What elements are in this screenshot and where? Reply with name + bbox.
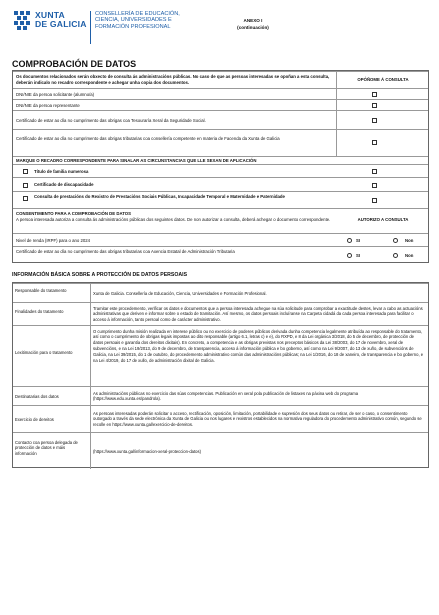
opo-checkbox[interactable]: [372, 118, 377, 123]
si-radio[interactable]: [347, 238, 352, 243]
circumstance-checkbox[interactable]: [23, 169, 28, 174]
list-item: [13, 164, 428, 177]
section-title-proteccion: INFORMACIÓN BÁSICA SOBRE A PROTECCIÓN DE DATOS PERSOAIS: [12, 272, 188, 278]
consent-text: A persoa interesada autoriza a consulta ás administracións públicas dos seguintes datos. De non autorizar a consulta, deberá achegar o documento correspondente.: [16, 217, 331, 222]
auth-header: AUTORIZO A CONSULTA: [357, 217, 409, 222]
item-label: Título de familia numerosa: [34, 168, 89, 174]
row-value: Tramitar este procedemento, verificar os datos e documentos que a persoa interesada achegue na súa solicitude para comprobar a exactitude destes, levar a cabo as actuacións administrativas que deriven e informar sobre o estado de tramitación. Así mesmo, os datos persoais incluíranse na Carpeta cidadá da cada persoa interesada para facilitar o acceso á información, tanto persoal como de carácter administrativo.: [93, 305, 423, 323]
opo-header: OPÓÑOME Á CONSULTA: [357, 77, 409, 82]
non-radio[interactable]: [393, 253, 398, 258]
table-row: [13, 283, 428, 302]
list-item: [13, 88, 428, 99]
si-label: SI: [356, 237, 361, 243]
list-item: [13, 129, 428, 156]
circumstance-checkbox[interactable]: [23, 183, 28, 188]
consent-header-row: [13, 208, 428, 233]
row-value: O cumprimento dunha misión realizada en interese público ou no exercicio de poderes públicos derivada dunha competencia legalmente atribuída ao responsable do tratamento, así como o cumprimento de obrigas legais impostas ao dito responsable (artigo 6.1, letras c) e e), do RXPD, e 8 da Lei orgánica 3/2018, do 5 de decembro, de protección de datos persoais e garantía dos dereitos dixitais). En concreto, a competencia e as obrigas previstas nos preceptos básicos da Lei 38/2003, do 17 de novembro, xeral de subvencións, e na Lei 19/2013, do 9 de decembro, de transparencia, acceso á información pública e bo goberno, así como na Lei 9/2007, do 13 de xuño, de subvencións de Galicia, na Lei 39/2015, do 1 de outubro, do procedemento administrativo común das administracións públicas; na Lei 1/2016, do 18 de xaneiro, de transparencia e bo goberno, e na Lei 4/2019, do 17 de xullo, de administración dixital de Galicia.: [93, 328, 424, 364]
non-label: Non: [405, 237, 414, 243]
proteccion-table: [12, 282, 429, 468]
list-item: [13, 110, 428, 129]
list-item: [13, 246, 428, 264]
item-label: Certificado de estar ao día no cumprimento das obrigas tributarias coa Axencia Estatal de Administración Tributaria: [16, 248, 235, 254]
item-label: Certificado de estar ao día no cumprimento das obrigas coa Tesouraría Xeral da Seguridade Social.: [16, 117, 206, 123]
row-label: Exercicio de dereitos: [15, 416, 54, 422]
item-label: Consulta de prestacións do Rexistro de Prestacións Sociais Públicas, Incapacidade Temporal e Maternidade e Paternidade: [34, 194, 285, 199]
intro-text: Os documentos relacionados serán obxecto de consulta ás administracións públicas. No caso de que as persoas interesadas se opoñan a esta consulta, deberán indicalo no recadro correspondente e achegar unha copia dos documentos.: [16, 73, 330, 85]
non-label: Non: [405, 252, 414, 258]
opo-checkbox[interactable]: [372, 198, 377, 203]
si-label: SI: [356, 252, 361, 258]
logo-divider: [90, 11, 91, 44]
row-value: As persoas interesadas poderán solicitar o acceso, rectificación, oposición, limitación, portabilidade e supresión dos seus datos ou retirar, de ser o caso, o consentimento outorgado a través da sede electrónica da Xunta de Galicia ou nos lugares e rexistros establecidos na normativa reguladora do procedemento administrativo común, segundo se recolle en https://www.xunta.gal/exercicio-de-dereitos.: [93, 410, 422, 428]
department-name: CONSELLERÍA DE EDUCACIÓN, CIENCIA, UNIVERSIDADES E FORMACIÓN PROFESIONAL: [95, 11, 180, 30]
comprobacion-table: [12, 70, 429, 263]
opo-checkbox[interactable]: [372, 103, 377, 108]
row-label: Destinatarias dos datos: [15, 393, 59, 399]
section-title-comprobacion: COMPROBACIÓN DE DATOS: [12, 59, 137, 69]
row-label: Lexitimación para o tratamento: [15, 350, 73, 355]
table-row: [13, 405, 428, 432]
list-item: [13, 177, 428, 191]
list-item: [13, 191, 428, 208]
opo-checkbox[interactable]: [372, 183, 377, 188]
non-radio[interactable]: [393, 238, 398, 243]
row-value: (https://www.xunta.gal/informacion-xeral-proteccion-datos): [93, 449, 201, 454]
consent-title: CONSENTIMENTO PARA A COMPROBACIÓN DE DATOS: [16, 211, 131, 216]
item-label: Certificado de discapacidade: [34, 182, 94, 187]
circumstances-header-row: [13, 156, 428, 164]
document-header: [12, 8, 432, 48]
row-value: Xunta de Galicia. Consellería de Educación, Ciencia, Universidades e Formación Profesional.: [93, 290, 267, 296]
row-label: Responsable do tratamento: [15, 287, 67, 293]
table-row: [13, 302, 428, 325]
item-label: DNI/NIE da persoa solicitante (alumno/a): [16, 91, 95, 97]
opo-checkbox[interactable]: [372, 140, 377, 145]
table-row: [13, 325, 428, 386]
item-label: Nivel de renda (IRPF) para o ano 2024: [16, 237, 91, 243]
si-radio[interactable]: [347, 253, 352, 258]
table-row: [13, 386, 428, 405]
table-row: [13, 432, 428, 469]
list-item: [13, 99, 428, 110]
annex-label: ANEXO I (continuación): [237, 18, 269, 30]
list-item: [13, 233, 428, 246]
row-label: Contacto coa persoa delegada de protección de datos e máis información: [15, 439, 78, 457]
opo-checkbox[interactable]: [372, 169, 377, 174]
circumstance-checkbox[interactable]: [23, 196, 28, 201]
circumstances-header: MARQUE O RECADRO CORRESPONDENTE PARA SINALAR AS CIRCUNSTANCIAS QUE LLE SEXAN DE APLICACIÓN: [16, 158, 257, 163]
xunta-logo-icon: [12, 10, 32, 32]
opo-checkbox[interactable]: [372, 92, 377, 97]
row-label: Finalidades do tratamento: [15, 308, 64, 314]
item-label: Certificado de estar ao día no cumprimento das obrigas tributarias coa consellería competente en materia de Facenda da Xunta de Galicia: [16, 136, 280, 141]
row-value: As administracións públicas no exercicio das súas competencias. Publicación en xeral pola publicación de listaxes na páxina web do programa (https://www.edu.xunta.es/pandrola).: [93, 390, 359, 402]
intro-row: [13, 71, 428, 88]
item-label: DNI/NIE da persoa representante: [16, 102, 80, 108]
logo-text: XUNTA DE GALICIA: [35, 10, 87, 30]
